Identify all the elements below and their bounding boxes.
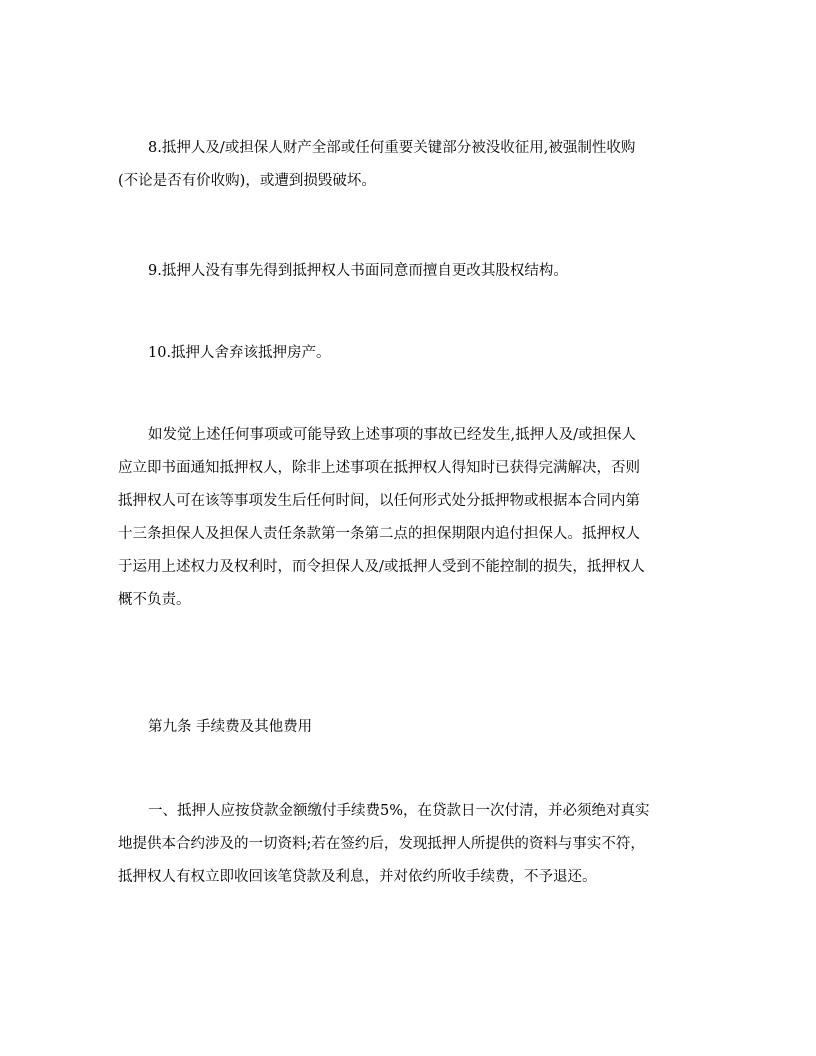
clause-9-paragraph: [118, 255, 698, 288]
text-line: 一、抵押人应按贷款金额缴付手续费5%，在贷款日一次付清，并必须绝对真实: [148, 803, 650, 819]
notice-paragraph: [118, 419, 698, 617]
fee-clause-paragraph: [118, 795, 698, 894]
text-line: 地提供本合约涉及的一切资料;若在签约后，发现抵押人所提供的资料与事实不符，: [118, 836, 645, 852]
text-line: 应立即书面通知抵押权人，除非上述事项在抵押权人得知时已获得完满解决，否则: [118, 460, 640, 476]
article-9-heading: [118, 711, 698, 744]
text-line: 于运用上述权力及权利时，而令担保人及/或抵押人受到不能控制的损失，抵押权人: [118, 559, 645, 575]
text-line: 抵押权人可在该等事项发生后任何时间，以任何形式处分抵押物或根据本合同内第: [118, 493, 640, 509]
text-line: 抵押权人有权立即收回该笔贷款及利息，并对依约所收手续费，不予退还。: [118, 869, 597, 885]
text-line: 10.抵押人舍弃该抵押房产。: [148, 345, 331, 361]
text-line: (不论是否有价收购)，或遭到损毁破坏。: [118, 173, 376, 189]
text-line: 十三条担保人及担保人责任条款第一条第二点的担保期限内追付担保人。抵押权人: [118, 526, 640, 542]
text-line: 8.抵押人及/或担保人财产全部或任何重要关键部分被没收征用,被强制性收购: [148, 140, 636, 156]
clause-8-paragraph: [118, 132, 698, 198]
text-line: 概不负责。: [118, 592, 191, 608]
text-line: 如发觉上述任何事项或可能导致上述事项的事故已经发生,抵押人及/或担保人: [148, 427, 636, 443]
text-line: 9.抵押人没有事先得到抵押权人书面同意而擅自更改其股权结构。: [148, 263, 568, 279]
clause-10-paragraph: [118, 337, 698, 370]
heading-text: 第九条 手续费及其他费用: [148, 719, 313, 735]
